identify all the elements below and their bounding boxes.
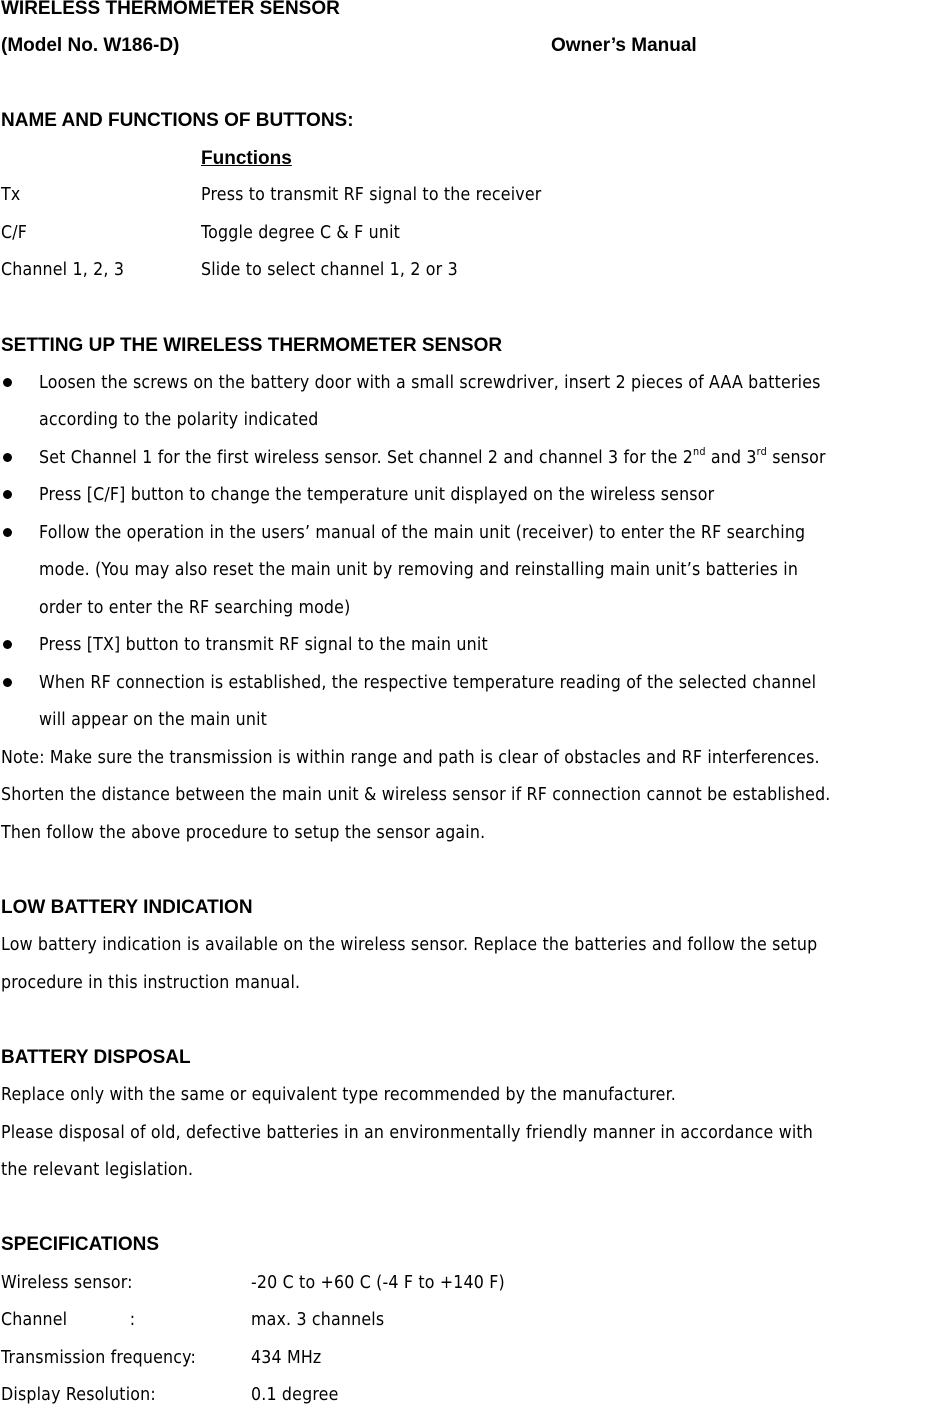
spec-label-sensor-range: Wireless sensor: [1, 1272, 133, 1293]
setup-step-2-text-a: Set Channel 1 for the first wireless sensor. Set channel 2 and channel 3 for the 2 [39, 447, 694, 468]
spec-label-channel: Channel : [1, 1309, 136, 1330]
setup-step-6-line-2: will appear on the main unit [39, 709, 268, 730]
setup-step-5: Press [TX] button to transmit RF signal to the main unit [39, 634, 488, 655]
note-line-3: Then follow the above procedure to setup the sensor again. [1, 822, 486, 843]
bullet-dot [3, 528, 12, 537]
battery-disposal-heading: BATTERY DISPOSAL [1, 1047, 191, 1068]
spec-value-sensor-range: -20 C to +60 C (-4 F to +140 F) [251, 1272, 505, 1293]
bullet-dot [3, 640, 12, 649]
spec-label-resolution: Display Resolution: [1, 1384, 156, 1405]
buttons-heading: NAME AND FUNCTIONS OF BUTTONS: [1, 110, 354, 131]
note-line-2: Shorten the distance between the main unit & wireless sensor if RF connection cannot be established. [1, 784, 831, 805]
disposal-line-2: Please disposal of old, defective batteries in an environmentally friendly manner in accordance with [1, 1122, 814, 1143]
setup-step-2-text-c: sensor [766, 447, 826, 468]
button-name-tx: Tx [1, 184, 21, 205]
bullet-dot [3, 678, 12, 687]
bullet-dot [3, 490, 12, 499]
ordinal-suffix: nd [693, 445, 706, 458]
specifications-heading: SPECIFICATIONS [1, 1234, 159, 1255]
setup-step-2 [39, 447, 826, 468]
low-battery-line-2: procedure in this instruction manual. [1, 972, 301, 993]
low-battery-heading: LOW BATTERY INDICATION [1, 897, 253, 918]
spec-value-resolution: 0.1 degree [251, 1384, 339, 1405]
button-function-cf: Toggle degree C & F unit [201, 222, 401, 243]
bullet-dot [3, 453, 12, 462]
functions-column-header: Functions [201, 148, 292, 169]
disposal-line-3: the relevant legislation. [1, 1159, 194, 1180]
setup-step-1-line-2: according to the polarity indicated [39, 409, 319, 430]
spec-value-channel: max. 3 channels [251, 1309, 385, 1330]
setup-step-3: Press [C/F] button to change the temperature unit displayed on the wireless sensor [39, 484, 715, 505]
setup-step-4-line-1: Follow the operation in the users’ manual of the main unit (receiver) to enter the RF searching [39, 522, 806, 543]
disposal-line-1: Replace only with the same or equivalent type recommended by the manufacturer. [1, 1084, 677, 1105]
setup-step-4-line-2: mode. (You may also reset the main unit by removing and reinstalling main unit’s batteries in [39, 559, 799, 580]
spec-value-frequency: 434 MHz [251, 1347, 322, 1368]
doc-type: Owner’s Manual [551, 35, 697, 56]
button-name-cf: C/F [1, 222, 28, 243]
setup-step-1-line-1: Loosen the screws on the battery door with a small screwdriver, insert 2 pieces of AAA batteries [39, 372, 821, 393]
bullet-dot [3, 378, 12, 387]
button-name-channel: Channel 1, 2, 3 [1, 259, 125, 280]
button-function-channel: Slide to select channel 1, 2 or 3 [201, 259, 458, 280]
ordinal-suffix: rd [756, 445, 767, 458]
document-title: WIRELESS THERMOMETER SENSOR [1, 0, 340, 19]
setup-step-2-text-b: and 3 [705, 447, 757, 468]
setup-heading: SETTING UP THE WIRELESS THERMOMETER SENSOR [1, 335, 503, 356]
low-battery-line-1: Low battery indication is available on the wireless sensor. Replace the batteries and follow the setup [1, 934, 818, 955]
model-number: (Model No. W186-D) [1, 35, 180, 56]
setup-step-4-line-3: order to enter the RF searching mode) [39, 597, 351, 618]
note-line-1: Note: Make sure the transmission is within range and path is clear of obstacles and RF interferences. [1, 747, 820, 768]
setup-step-6-line-1: When RF connection is established, the respective temperature reading of the selected channel [39, 672, 817, 693]
spec-label-frequency: Transmission frequency: [1, 1347, 197, 1368]
button-function-tx: Press to transmit RF signal to the receiver [201, 184, 542, 205]
